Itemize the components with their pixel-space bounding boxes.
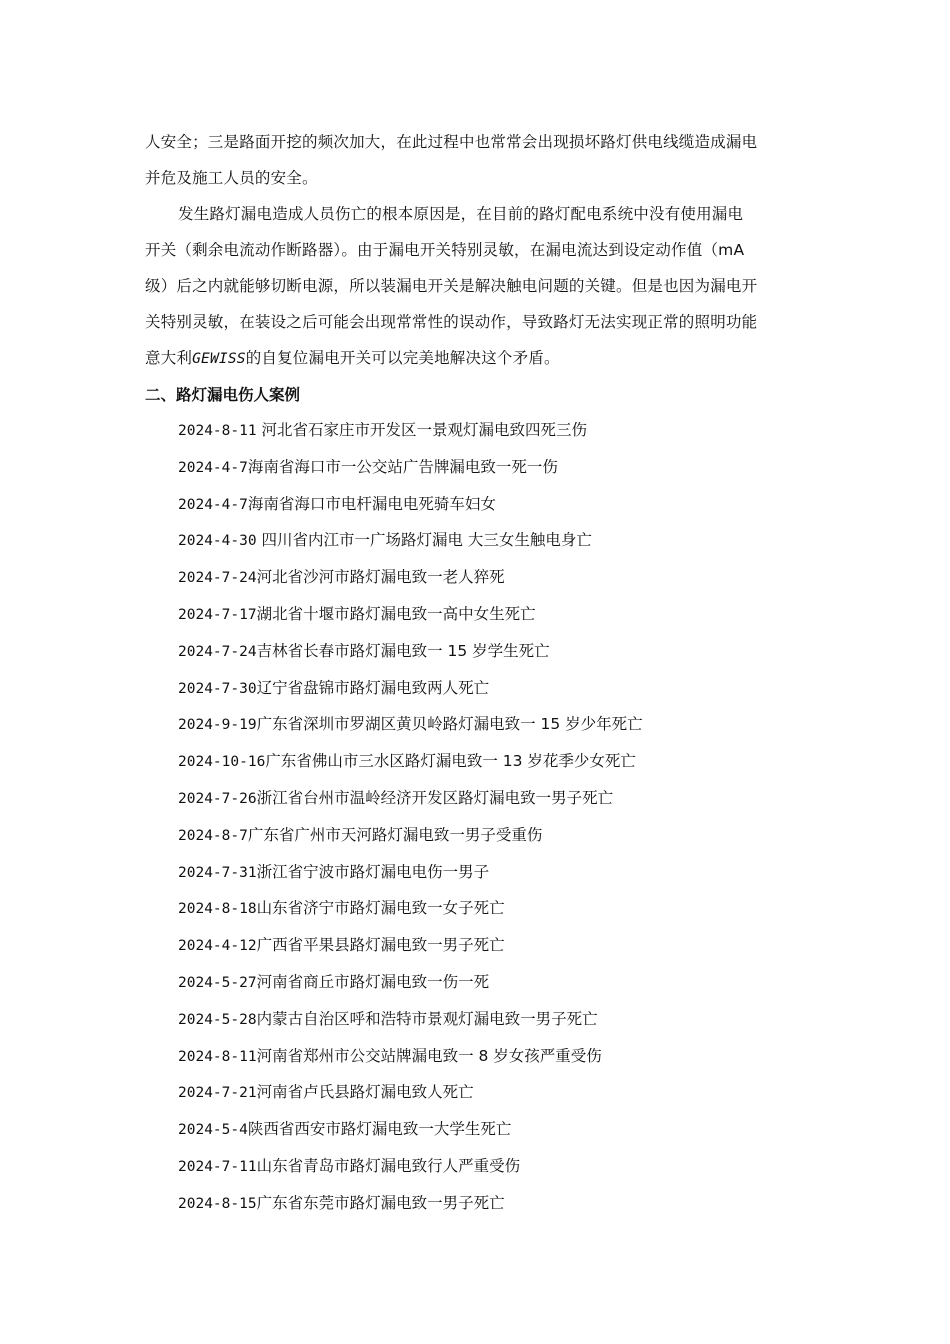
case-date: 2024-7-11 <box>178 1158 257 1175</box>
case-date: 2024-7-24 <box>178 643 257 660</box>
case-date: 2024-4-7 <box>178 496 248 513</box>
case-item <box>178 597 810 634</box>
text-fragment: 的自复位漏电开关可以完美地解决这个矛盾。 <box>245 349 560 367</box>
text-line: 人安全；三是路面开挖的频次加大，在此过程中也常常会出现损坏路灯供电线缆造成漏电 <box>145 133 758 151</box>
case-description: 四川省内江市一广场路灯漏电 大三女生触电身亡 <box>256 531 592 550</box>
case-description: 河北省沙河市路灯漏电致一老人猝死 <box>256 568 505 587</box>
case-item <box>178 1186 810 1223</box>
case-date: 2024-4-12 <box>178 938 257 955</box>
case-date: 2024-4-7 <box>178 459 248 476</box>
text-line: 级）后之内就能够切断电源，所以装漏电开关是解决触电问题的关键。但是也因为漏电开 <box>145 277 758 295</box>
case-item <box>178 744 810 781</box>
case-date: 2024-5-28 <box>178 1011 257 1028</box>
case-list <box>145 413 810 1223</box>
case-item <box>178 965 810 1002</box>
case-description: 广东省东莞市路灯漏电致一男子死亡 <box>256 1193 505 1212</box>
case-description: 浙江省台州市温岭经济开发区路灯漏电致一男子死亡 <box>256 788 614 807</box>
text-line: 开关（剩余电流动作断路器）。由于漏电开关特别灵敏，在漏电流达到设定动作值（mA <box>145 241 745 259</box>
case-description: 山东省济宁市路灯漏电致一女子死亡 <box>256 899 505 918</box>
text-line: 关特别灵敏，在装设之后可能会出现常常性的误动作，导致路灯无法实现正常的照明功能 <box>145 313 758 331</box>
brand-name: GEWISS <box>192 351 246 367</box>
case-date: 2024-7-31 <box>178 864 257 881</box>
case-item <box>178 487 810 524</box>
case-item <box>178 634 810 671</box>
case-date: 2024-7-17 <box>178 606 257 623</box>
paragraph-safety-continuation <box>145 124 810 196</box>
case-description: 广东省广州市天河路灯漏电致一男子受重伤 <box>247 825 543 844</box>
case-item <box>178 1039 810 1076</box>
case-item <box>178 781 810 818</box>
case-date: 2024-10-16 <box>178 754 266 771</box>
case-item <box>178 855 810 892</box>
case-date: 2024-7-21 <box>178 1085 257 1102</box>
case-date: 2024-7-30 <box>178 680 257 697</box>
case-item <box>178 1002 810 1039</box>
case-item <box>178 891 810 928</box>
case-description: 河北省石家庄市开发区一景观灯漏电致四死三伤 <box>256 421 588 439</box>
case-date: 2024-5-27 <box>178 974 257 991</box>
text-line-with-brand <box>145 340 810 377</box>
case-date: 2024-5-4 <box>178 1122 248 1139</box>
case-item <box>178 1112 810 1149</box>
case-description: 浙江省宁波市路灯漏电电伤一男子 <box>256 862 490 881</box>
case-description: 河南省郑州市公交站牌漏电致一 8 岁女孩严重受伤 <box>256 1046 602 1065</box>
case-item <box>178 450 810 487</box>
case-description: 河南省卢氏县路灯漏电致人死亡 <box>256 1083 474 1102</box>
case-description: 山东省青岛市路灯漏电致行人严重受伤 <box>256 1156 521 1175</box>
case-description: 吉林省长春市路灯漏电致一 15 岁学生死亡 <box>256 641 550 660</box>
case-item <box>178 560 810 597</box>
case-date: 2024-7-26 <box>178 790 257 807</box>
case-item <box>178 523 810 560</box>
case-description: 海南省海口市一公交站广告牌漏电致一死一伤 <box>247 457 558 476</box>
case-description: 湖北省十堰市路灯漏电致一高中女生死亡 <box>256 604 536 623</box>
case-date: 2024-9-19 <box>178 717 257 734</box>
case-item <box>178 1075 810 1112</box>
paragraph-root-cause <box>145 196 810 377</box>
text-fragment: 意大利 <box>145 349 193 367</box>
case-item <box>178 1149 810 1186</box>
case-date: 2024-8-11 <box>178 1048 257 1065</box>
case-date: 2024-7-24 <box>178 570 257 587</box>
case-date: 2024-8-7 <box>178 827 248 844</box>
case-description: 陕西省西安市路灯漏电致一大学生死亡 <box>247 1120 512 1139</box>
case-item <box>178 928 810 965</box>
case-description: 内蒙古自治区呼和浩特市景观灯漏电致一男子死亡 <box>256 1009 598 1028</box>
case-description: 河南省商丘市路灯漏电致一伤一死 <box>256 972 490 991</box>
case-description: 广西省平果县路灯漏电致一男子死亡 <box>256 936 505 955</box>
case-description: 广东省深圳市罗湖区黄贝岭路灯漏电致一 15 岁少年死亡 <box>256 715 643 734</box>
case-date: 2024-4-30 <box>178 533 257 550</box>
case-date: 2024-8-11 <box>178 423 257 439</box>
case-item <box>178 707 810 744</box>
case-description: 海南省海口市电杆漏电电死骑车妇女 <box>247 494 496 513</box>
case-date: 2024-8-15 <box>178 1195 257 1212</box>
text-line: 发生路灯漏电造成人员伤亡的根本原因是，在目前的路灯配电系统中没有使用漏电 <box>178 205 744 223</box>
case-date: 2024-8-18 <box>178 901 257 918</box>
document-body <box>145 124 810 1223</box>
text-line: 并危及施工人员的安全。 <box>145 169 318 187</box>
case-item <box>178 671 810 708</box>
case-description: 广东省佛山市三水区路灯漏电致一 13 岁花季少女死亡 <box>265 752 636 771</box>
case-item <box>178 818 810 855</box>
case-description: 辽宁省盘锦市路灯漏电致两人死亡 <box>256 678 490 697</box>
case-item <box>178 413 810 450</box>
section-heading: 二、路灯漏电伤人案例 <box>145 386 301 404</box>
